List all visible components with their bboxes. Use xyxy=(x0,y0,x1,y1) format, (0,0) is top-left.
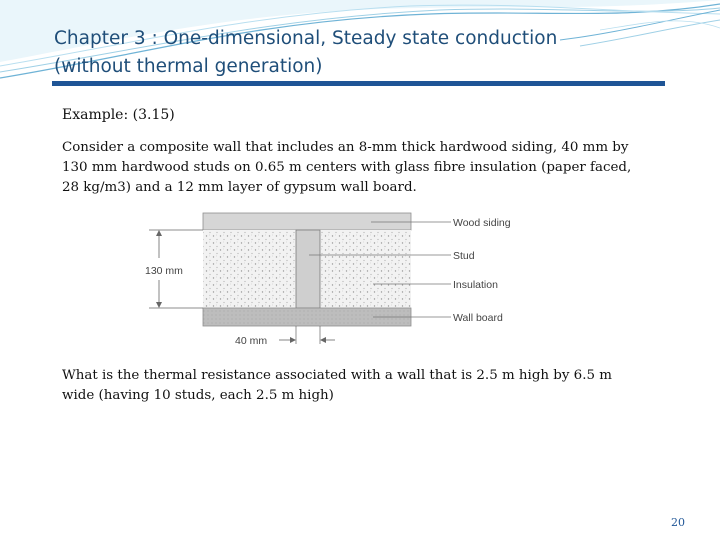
page-number: 20 xyxy=(671,516,685,529)
composite-wall-figure xyxy=(135,206,535,351)
title-line-2: (without thermal generation) xyxy=(54,56,323,77)
height-dimension-label: 130 mm xyxy=(145,265,183,277)
insulation-left xyxy=(203,230,296,308)
width-dimension-label: 40 mm xyxy=(235,335,268,347)
wood-siding-layer xyxy=(203,213,411,230)
problem-paragraph: Consider a composite wall that includes an 8-mm thick hardwood siding, 40 mm by 130 mm hardwood studs on 0.65 m centers with glass fibre insulation (paper faced, 28 kg/m3) and a 12 mm layer of gypsum wall board. xyxy=(62,140,632,195)
wood-siding-label: Wood siding xyxy=(453,217,511,229)
question-paragraph: What is the thermal resistance associated with a wall that is 2.5 m high by 6.5 m wide (having 10 studs, each 2.5 m high) xyxy=(62,368,612,403)
stud-label: Stud xyxy=(453,250,475,262)
title-line-1: Chapter 3 : One-dimensional, Steady state conduction xyxy=(54,28,558,49)
stud xyxy=(296,230,320,308)
page-title xyxy=(54,25,614,81)
title-underline-bar xyxy=(52,81,665,86)
wall-board-label: Wall board xyxy=(453,312,503,324)
insulation-label: Insulation xyxy=(453,279,498,291)
example-label: Example: (3.15) xyxy=(62,107,175,123)
insulation-right xyxy=(320,230,411,308)
